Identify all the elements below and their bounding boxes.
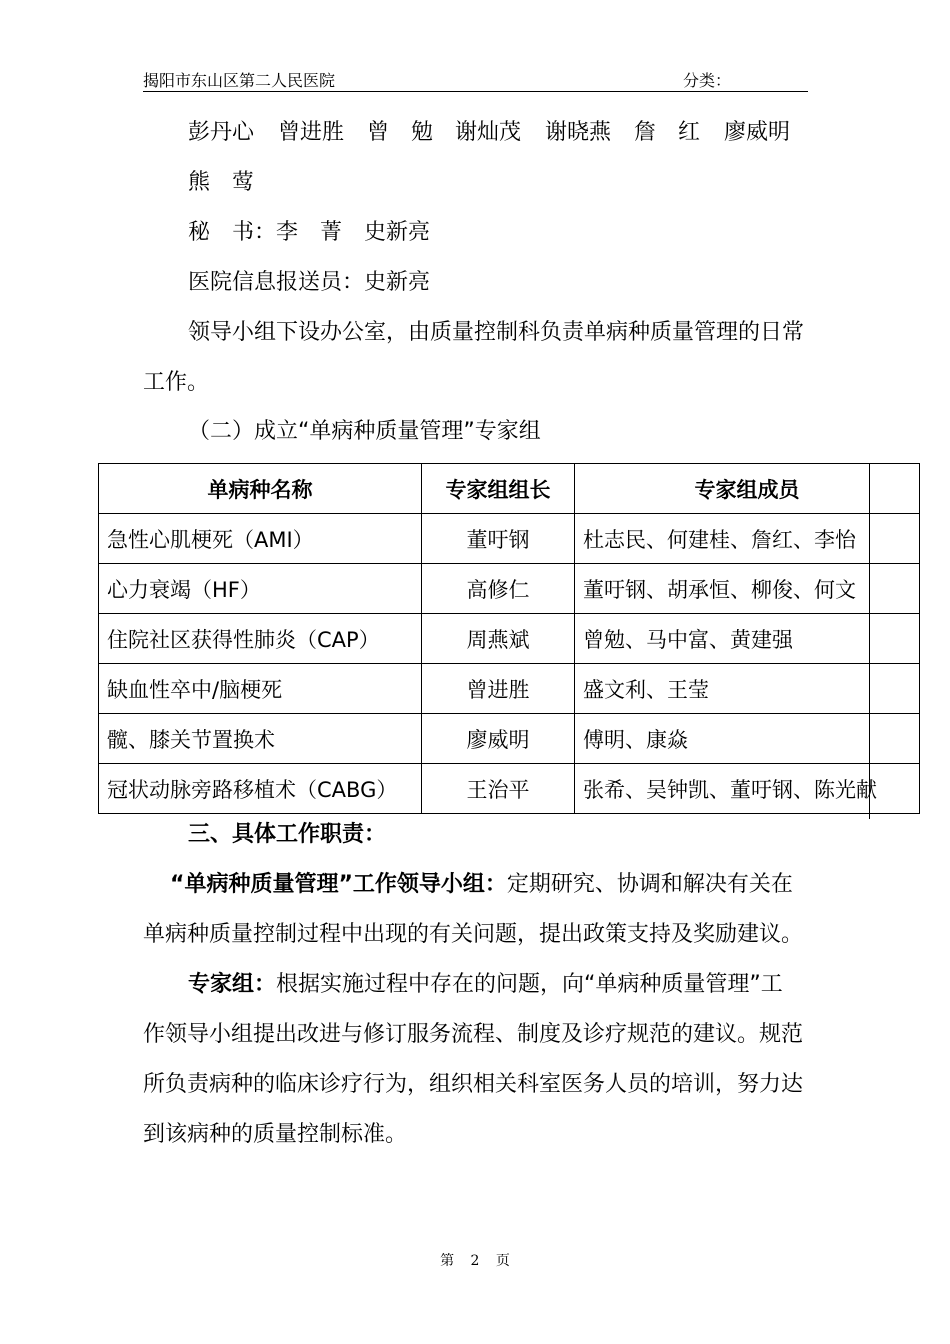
section-2-title: （二）成立“单病种质量管理”专家组 [188,419,541,444]
leader-cell: 高修仁 [422,564,575,614]
members-cell: 董吁钢、胡承恒、柳俊、何文 [575,564,920,614]
member-name: 谢晓燕 [545,120,612,145]
disease-cell: 冠状动脉旁路移植术（CABG） [99,764,422,814]
member-name: 曾进胜 [278,120,345,145]
section-3-title: 三、具体工作职责： [188,822,387,847]
members-cell: 盛文利、王莹 [575,664,920,714]
disease-cell: 缺血性卒中/脑梗死 [99,664,422,714]
duty-expert-line-3: 所负责病种的临床诊疗行为，组织相关科室医务人员的培训，努力达 [143,1072,804,1097]
member-name: 廖威明 [724,120,791,145]
column-header-disease: 单病种名称 [99,464,422,514]
members-cell: 杜志民、何建桂、詹红、李怡 [575,514,920,564]
info-reporter-line: 医院信息报送员：史新亮 [188,270,431,295]
office-paragraph-line-2: 工作。 [143,370,210,395]
page-number: 2 [470,1253,480,1269]
table-header-row [99,464,920,514]
table-right-double-rule [869,463,870,819]
members-cell: 曾勉、马中富、黄建强 [575,614,920,664]
office-paragraph-line-1: 领导小组下设办公室，由质量控制科负责单病种质量管理的日常 [188,320,805,345]
member-name: 谢灿茂 [455,120,522,145]
column-header-leader: 专家组组长 [422,464,575,514]
members-line-2: 熊 莺 [188,170,255,195]
disease-cell: 急性心肌梗死（AMI） [99,514,422,564]
duty-leadership-label: “单病种质量管理”工作领导小组： [170,872,507,897]
secretary-line: 秘 书：李 菁 史新亮 [188,220,431,245]
duty-expert-label: 专家组： [188,972,277,997]
expert-group-table [98,463,920,814]
page-number-footer: 第 2 页 [440,1253,510,1269]
members-cell: 傅明、康焱 [575,714,920,764]
disease-cell: 住院社区获得性肺炎（CAP） [99,614,422,664]
duty-expert-line-1: 专家组：根据实施过程中存在的问题，向“单病种质量管理”工 [188,972,783,997]
duty-expert-line-2: 作领导小组提出改进与修订服务流程、制度及诊疗规范的建议。规范 [143,1022,804,1047]
members-line-1 [0,118,950,148]
table-row [99,614,920,664]
table-row [99,564,920,614]
header-rule [143,91,808,92]
header-category: 分类： [683,71,732,90]
table-row [99,664,920,714]
duty-leadership-line-2: 单病种质量控制过程中出现的有关问题，提出政策支持及奖励建议。 [143,922,804,947]
duty-expert-line-4: 到该病种的质量控制标准。 [143,1122,408,1147]
leader-cell: 周燕斌 [422,614,575,664]
member-name: 詹 红 [634,120,701,145]
header-hospital-name: 揭阳市东山区第二人民医院 [143,71,336,90]
duty-leadership-line-1: “单病种质量管理”工作领导小组：定期研究、协调和解决有关在 [170,872,793,897]
member-name: 彭丹心 [188,120,255,145]
table-row [99,514,920,564]
leader-cell: 王治平 [422,764,575,814]
table-row [99,714,920,764]
disease-cell: 心力衰竭（HF） [99,564,422,614]
member-name: 曾 勉 [367,120,434,145]
members-cell: 张希、吴钟凯、董吁钢、陈光献 [575,764,920,814]
column-header-members: 专家组成员 [575,464,920,514]
disease-cell: 髋、膝关节置换术 [99,714,422,764]
leader-cell: 曾进胜 [422,664,575,714]
leader-cell: 董吁钢 [422,514,575,564]
table-row [99,764,920,814]
leader-cell: 廖威明 [422,714,575,764]
